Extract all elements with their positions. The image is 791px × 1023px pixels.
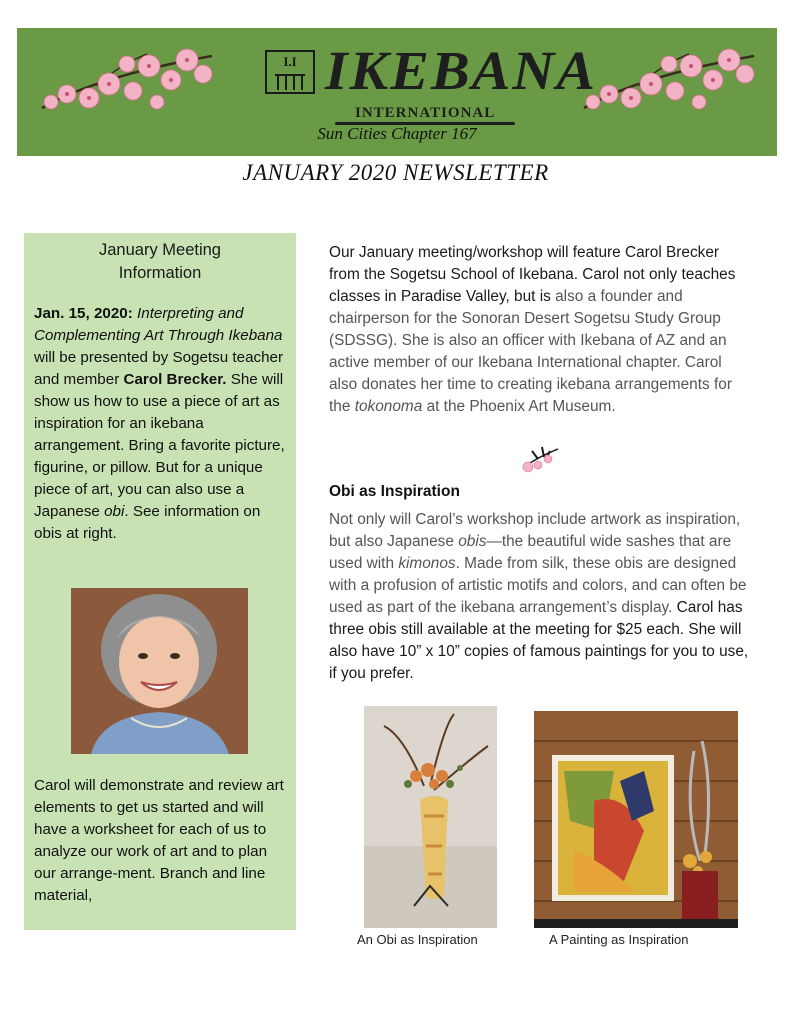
obi-text-part-a: Not only will Carol’s workshop include artwork as inspiration, but also Japanese [329, 511, 741, 550]
header-banner [17, 28, 777, 156]
intro-text-part-b: also a founder and chairperson for the Sonoran Desert Sogetsu Study Group (SDSSG). She is also an officer with Ikebana of AZ and an active member of our Ikebana International chapter. Carol also donates her time to creating ikebana arrangements for the [329, 288, 732, 415]
obi-paragraph [329, 509, 753, 685]
intro-paragraph [329, 242, 753, 418]
kimonos-word: kimonos [398, 555, 456, 572]
obi-text-part-b: —the beautiful wide sashes that are used with [329, 533, 732, 572]
newsletter-title: JANUARY 2020 NEWSLETTER [242, 160, 549, 185]
logo-mark [265, 50, 315, 94]
sidebar-heading-line2: Information [118, 264, 202, 282]
brand-title: IKEBANA [325, 39, 597, 102]
sidebar-heading [24, 239, 296, 285]
logo-mark-text: I.I [283, 54, 297, 69]
brand-subtitle: INTERNATIONAL [355, 105, 496, 121]
intro-text-part-c: at the Phoenix Art Museum. [426, 398, 616, 415]
speaker-portrait [71, 588, 248, 754]
obis-word: obis [458, 533, 487, 550]
chapter-name: Sun Cities Chapter 167 [317, 124, 477, 143]
painting-arrangement-photo [534, 711, 738, 928]
obi-arrangement-photo [364, 706, 497, 928]
obi-section-heading: Obi as Inspiration [329, 483, 460, 500]
intro-text-b: She will show us how to use a piece of art as inspiration for an ikebana arrangement. Bring a favorite picture, figurine, or pillow. But for a unique piece of art, you can also use a Japanese [34, 371, 285, 520]
intro-text-a: will be presented by Sogetsu teacher and member [34, 349, 284, 388]
obi-text-part-c: . Made from silk, these obis are designed with a profusion of artistic motifs and colors, and can often be used as part of the ikebana arrangement’s display. [329, 555, 747, 616]
closing-text: Carol will demonstrate and review art elements to get us started and will have a worksheet for each of us to analyze our work of art and to plan our arrange-ment. Branch and line material, [34, 777, 284, 904]
obi-photo-caption: An Obi as Inspiration [357, 932, 478, 947]
meeting-date: Jan. 15, 2020: [34, 305, 133, 322]
meeting-description [34, 303, 292, 545]
flower-divider-icon [518, 443, 562, 475]
talk-title: Interpreting and Complementing Art Through Ikebana [34, 305, 283, 344]
intro-text-part-a: Our January meeting/workshop will feature Carol Brecker from the Sogetsu School of Ikebana. Carol not only teaches classes in Paradise Valley, but is [329, 244, 736, 305]
cherry-blossom-icon [37, 36, 217, 126]
tokonoma-word: tokonoma [354, 398, 423, 415]
meeting-info-sidebar [24, 233, 296, 930]
sidebar-heading-line1: January Meeting [99, 241, 221, 259]
cherry-blossom-icon [579, 36, 759, 126]
painting-photo-caption: A Painting as Inspiration [549, 932, 689, 947]
speaker-name: Carol Brecker. [123, 371, 227, 388]
intro-text-c: . See information on obis at right. [34, 503, 261, 542]
obi-text-part-d: Carol has three obis still available at the meeting for $25 each. She will also have 10” x 10” copies of famous paintings for you to use, if you prefer. [329, 599, 749, 682]
obi-word: obi [104, 503, 125, 520]
